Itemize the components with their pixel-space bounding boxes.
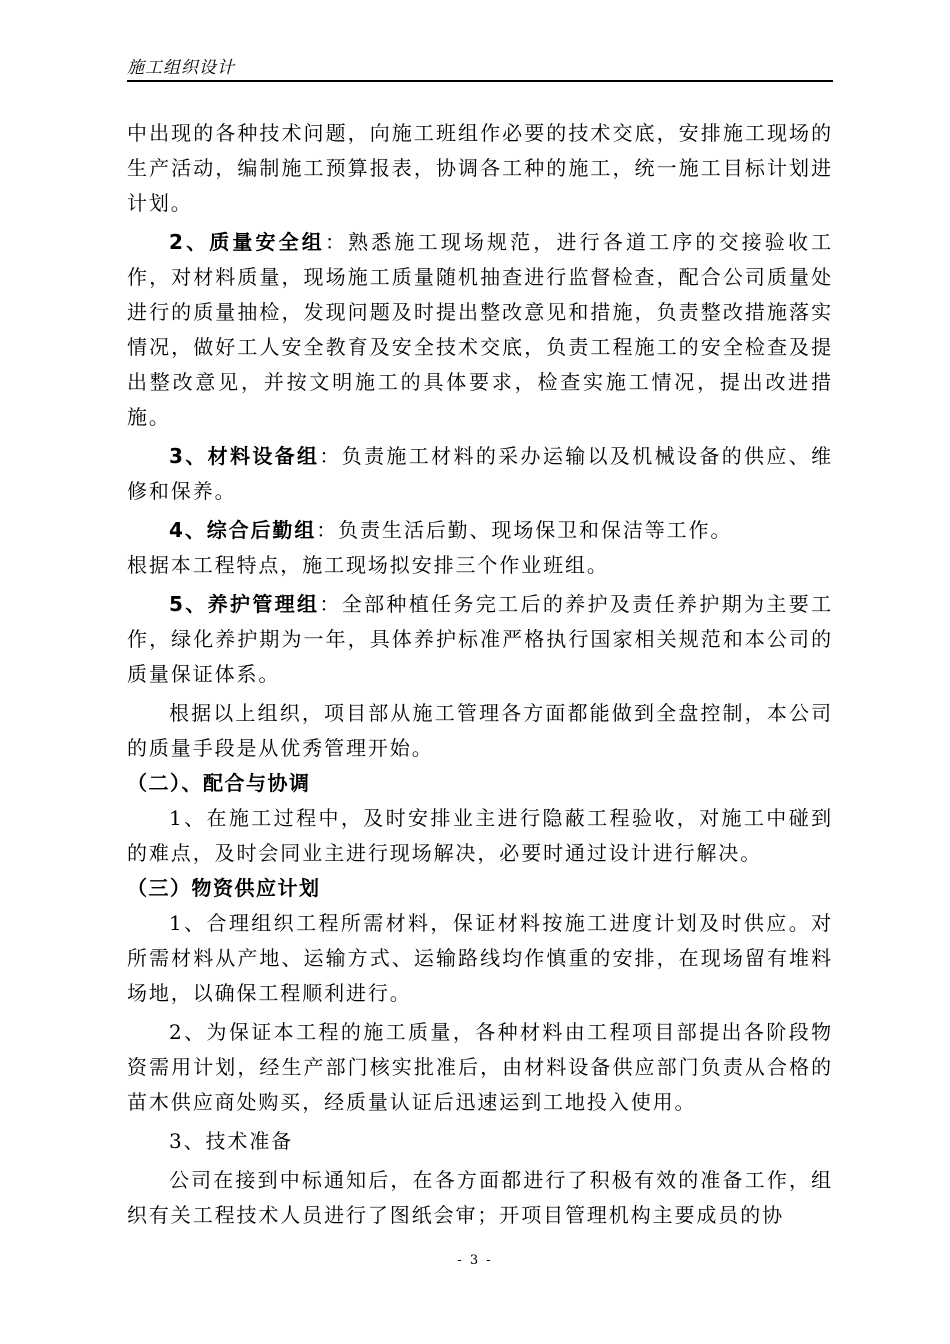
paragraph-maintenance — [127, 587, 833, 692]
paragraph-summary: 根据以上组织，项目部从施工管理各方面都能做到全盘控制，本公司的质量手段是从优秀管理开始。 — [127, 701, 833, 760]
paragraph-lead-materials-equipment: 3、材料设备组 — [169, 444, 320, 468]
paragraph-lead-logistics: 4、综合后勤组 — [169, 518, 317, 542]
paragraph-logistics — [127, 513, 833, 548]
section-heading-coordination: （二）、配合与协调 — [127, 771, 311, 795]
paragraph-tech-prep-title: 3、技术准备 — [169, 1129, 294, 1153]
paragraph-body-quality-safety: ：熟悉施工现场规范，进行各道工序的交接验收工作，对材料质量，现场施工质量随机抽查进行监督检查，配合公司质量处进行的质量抽检，发现问题及时提出整改意见和措施，负责整改措施落实情况，做好工人安全教育及安全技术交底，负责工程施工的安全检查及提出整改意见，并按文明施工的具体要求，检查实施工情况，提出改进措施。 — [127, 230, 833, 429]
document-body — [127, 116, 833, 1233]
paragraph-coordination-1: 1、在施工过程中，及时安排业主进行隐蔽工程验收，对施工中碰到的难点，及时会同业主进行现场解决，必要时通过设计进行解决。 — [127, 806, 833, 865]
paragraph-body-logistics: ：负责生活后勤、现场保卫和保洁等工作。 — [316, 518, 733, 542]
page-header — [127, 58, 833, 82]
paragraph-quality-safety — [127, 225, 833, 435]
paragraph-materials-equipment — [127, 439, 833, 509]
page-number: - 3 - — [457, 1253, 493, 1268]
paragraph-supply-1: 1、合理组织工程所需材料，保证材料按施工进度计划及时供应。对所需材料从产地、运输方式、运输路线均作慎重的安排，在现场留有堆料场地，以确保工程顺利进行。 — [127, 911, 833, 1005]
paragraph-work-teams: 根据本工程特点，施工现场拟安排三个作业班组。 — [127, 553, 609, 577]
paragraph-lead-maintenance: 5、养护管理组 — [169, 592, 320, 616]
section-heading-supply-plan: （三）物资供应计划 — [127, 876, 321, 900]
paragraph-1: 中出现的各种技术问题，向施工班组作必要的技术交底，安排施工现场的生产活动，编制施工预算报表，协调各工种的施工，统一施工目标计划进计划。 — [127, 121, 833, 215]
paragraph-tech-prep-body: 公司在接到中标通知后，在各方面都进行了积极有效的准备工作，组织有关工程技术人员进行了图纸会审；开项目管理机构主要成员的协 — [127, 1168, 833, 1227]
paragraph-supply-2: 2、为保证本工程的施工质量，各种材料由工程项目部提出各阶段物资需用计划，经生产部门核实批准后，由材料设备供应部门负责从合格的苗木供应商处购买，经质量认证后迅速运到工地投入使用。 — [127, 1020, 833, 1114]
paragraph-body-maintenance: ：全部种植任务完工后的养护及责任养护期为主要工作，绿化养护期为一年，具体养护标准严格执行国家相关规范和本公司的质量保证体系。 — [127, 592, 833, 686]
header-title: 施工组织设计 — [127, 58, 235, 78]
paragraph-lead-quality-safety: 2、质量安全组 — [169, 230, 325, 254]
paragraph-body-materials-equipment: ：负责施工材料的采办运输以及机械设备的供应、维修和保养。 — [127, 444, 833, 503]
